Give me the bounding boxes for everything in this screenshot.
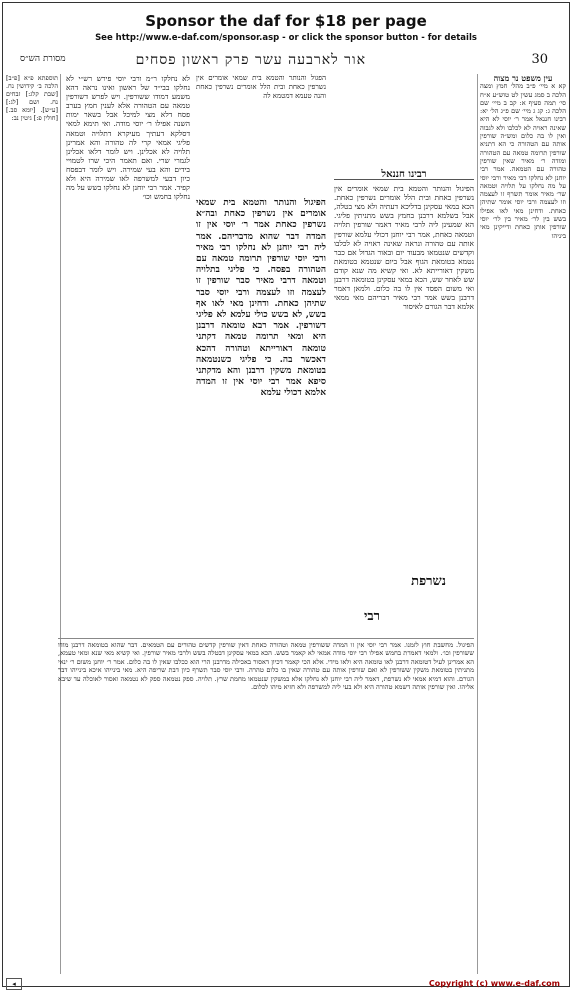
bigword-rabbi: רבי bbox=[363, 609, 380, 624]
copyright-link[interactable]: Copyright (c) www.e-daf.com bbox=[428, 979, 560, 988]
bigword-nisrefet: נשרפת bbox=[411, 574, 446, 589]
banner-title[interactable]: Sponsor the daf for $18 per page bbox=[145, 12, 427, 30]
margin-notes-column: תוספתא פ״א [פ״ב] הלכה ב׳ קידושין נח. [שבת קלג:] זבחים נח. ושם [לג:] [ע״ש]. [יומא סב.] [חולין פ:] גיטין נב: bbox=[6, 74, 61, 974]
rashi-heading: רבינו חננאל bbox=[334, 170, 474, 180]
banner-subtitle[interactable]: See http://www.e-daf.com/sponsor.asp - or click the sponsor button - for details bbox=[95, 33, 477, 43]
tosafot-column: לא נחלקו ר״מ ורבי יוסי פירש רש״י לא נחלקו בבי״ד של ראשון ואינו נראה דהא משמע דמודו ששורפין. ויש לפרש דשורפין טמאה עם הטהורה אלא לענין חמץ בערב פסח דלא מצי למיכל אבל בשאר ימות השנה אפילו ר׳ יוסי מודה. ואי תימא למאי דסלקא דעתיך מעיקרא דתלויה וטמאה פליגי אמאי קרי לה טהורה והא אמרינן תלויה לא אכלינן. ויש לומר דלאו אכלינן לגמרי שרי. ואם תאמר היכי שרו לטמויי בידים והא בעי שמירה. ויש לומר דבפסח כיון דבעי למשרפה לאו שמירה היא ולא קפיד. אמר רבי יוחנן לא נחלקו בשש על מה נחלקו בחמש וכו׳ bbox=[66, 74, 190, 202]
commentary-top-center: הפגול והנותר והטמא בית שמאי אומרים אין נשרפין כאחת ובית הלל אומרים נשרפין כאחת והנה טעמא דמטמא לה bbox=[196, 74, 326, 100]
rashi-column bbox=[334, 74, 474, 629]
sponsor-banner[interactable] bbox=[2, 2, 570, 46]
talmud-page bbox=[6, 48, 566, 978]
ein-mishpat-column bbox=[477, 74, 566, 974]
page-header bbox=[6, 52, 566, 72]
rashi-text: הפיגול והנותר והטמא בית שמאי אומרים אין נשרפין כאחת ובית הלל אומרים נשרפין כאחת. הכא במאי עסקינן בדליכא דעתיה ולא מצי בטלה, אבל בשלמא דרבנן בחמץ בשש מתניתין פליגי. הא שמעינן ליה לרבי מאיר דאמר שורפין תלויה וטמאה כאחת, אמר רבי יוחנן דכולי עלמא שורפין אותה עם טהורה ונראה שאינה ראויה לא לכלבו וקדשים שנטמאו מבעוד יום ובאור הגדול אם כבר נטמא בטומאת הגוף אבל ביום שנטמא בטומאת משקין דאורייתא לא. ואי קשיא מה שנא קודם שש לאחר שש, הכא במאי עסקינן בטומאה דרבנן ואי משום הפסד אין לו בה כלום. ולמאן דאמר דרבנן בשש אמר רבי מאיר דבריהם מאי ממאי אלמא דבר הגורם לאיסור bbox=[334, 184, 474, 312]
page-number: 30 bbox=[531, 52, 548, 67]
gemara-column: הפיגול והנותר והטמא בית שמאי אומרים אין נשרפין כאחת ובה״א נשרפין כאחת אמר ר׳ יוסי אין זו המדה דבר שהוא מדבריהם. אמר ליה רבי יוחנן לא נחלקו רבי מאיר ורבי יוסי שורפין תרומה טמאה עם הטהורה בפסח. כי פליגי בתלויה וטמאה דרבי מאיר סבר שורפין זו לעצמה וזו לעצמה ורבי יוסי סבר שתיהן כאחת. ודחינן מאי לאו אף בשש, לא בשש כולי עלמא לא פליגי דשורפין. אמר רבא טומאה דרבנן היא ומאי תרומה טמאה דקתני טומאה דאורייתא וטהורה דהכא דאכשר בה. כי פליגי כשנטמאה בטומאת משקין דרבנן והא מדקתני סיפא אמר רבי יוסי אין זו המדה אלמא דכולי עלמא bbox=[196, 198, 326, 399]
ein-mishpat-text: קא א מיי׳ פ״ב מהל׳ חמץ ומצה הלכה ב סמג עשין לט טוש״ע א״ח סי׳ תמה סעיף א: קב ב מיי׳ שם הלכה ג: קג ג מיי׳ שם פ״ג הל׳ יא: רבינו חננאל אמר ר׳ יוסי לא היא שאינה ראויה לא לכלבו ולא לגבוה ואין לו בה כלום ומש״ה שורפין אותה עם הטהורה כי הא דתניא שורפין תרומה טמאה עם הטהורה ומודה ר׳ מאיר שאין שורפין טהורה עם הטמאה. אמר רבי יוחנן לא נחלקו רבי מאיר ורבי יוסי על מה נחלקו על תלויה וטמאה שר׳ מאיר אומר תשרף זו לעצמה וזו לעצמה ורבי יוסי אומר שתיהן כאחת. ודחינן מאי לאו אפילו בשש בין לר׳ מאיר בין לר׳ יוסי שורפין אותן כאחת ודייקינן מאי ביניהו bbox=[480, 82, 566, 240]
ein-mishpat-label: עין משפט נר מצוה bbox=[493, 74, 553, 83]
bottom-commentary: הפיגול. מחשבת חוץ לזמנו. אמר רבי יוסי אין זו המדה ששורפין טמאה וטהורה כאחת דאין שורפין קדשים טהורים עם הטמאים. דבר שהוא בטומאה דרבנן מודו ששורפין וכו׳. ולמאי דאמרת בחמש אפילו רבי יוסי מודה אמאי לא קאמר בשש. הכא במאי עסקינן דבטלה בשש ולרבי מאיר שורפין. ואי קשיא מאי שנא ומאי טעמא, הא אמרינן לעיל דטומאה דרבנן לאו טומאה היא ולאו מידי. אלא הכי קאמר דכיון דאסור באכילה מדרבנן הרי הוא ככלבו שאין לו בה כלום. אמר ר׳ יוחנן משום ר׳ ינאי מתניתין בטומאת משקין ששורפין לא ואם שורפין אותה עם טהורה שאין בו כלום טהרה. ורבי יוסי סבר תשרף כיון דבת שריפה היא. מאי בינייהו איכא בינייהו דבר הגורם. והוא דמיא אמאי לא נשרפת, דאמר ליה רבי יוחנן לא נחלקו אלא במשקין שנטמאו מחמת שרץ. תלויה. ספק נטמאה ספק לא נטמאה ואסור לאוכלה עד שיבא אליהו. ואין שורפין אותה דשמא טהורה היא ולא בעי ליה למשרפה ולא חזיא מיהו לכלום. bbox=[58, 638, 474, 981]
nav-arrow-icon[interactable]: ◂ bbox=[6, 978, 22, 990]
masoret-label: מסורת הש״ס bbox=[20, 54, 66, 64]
chapter-title: אור לארבעה עשר פרק ראשון פסחים bbox=[135, 52, 366, 68]
page-footer bbox=[0, 976, 574, 990]
